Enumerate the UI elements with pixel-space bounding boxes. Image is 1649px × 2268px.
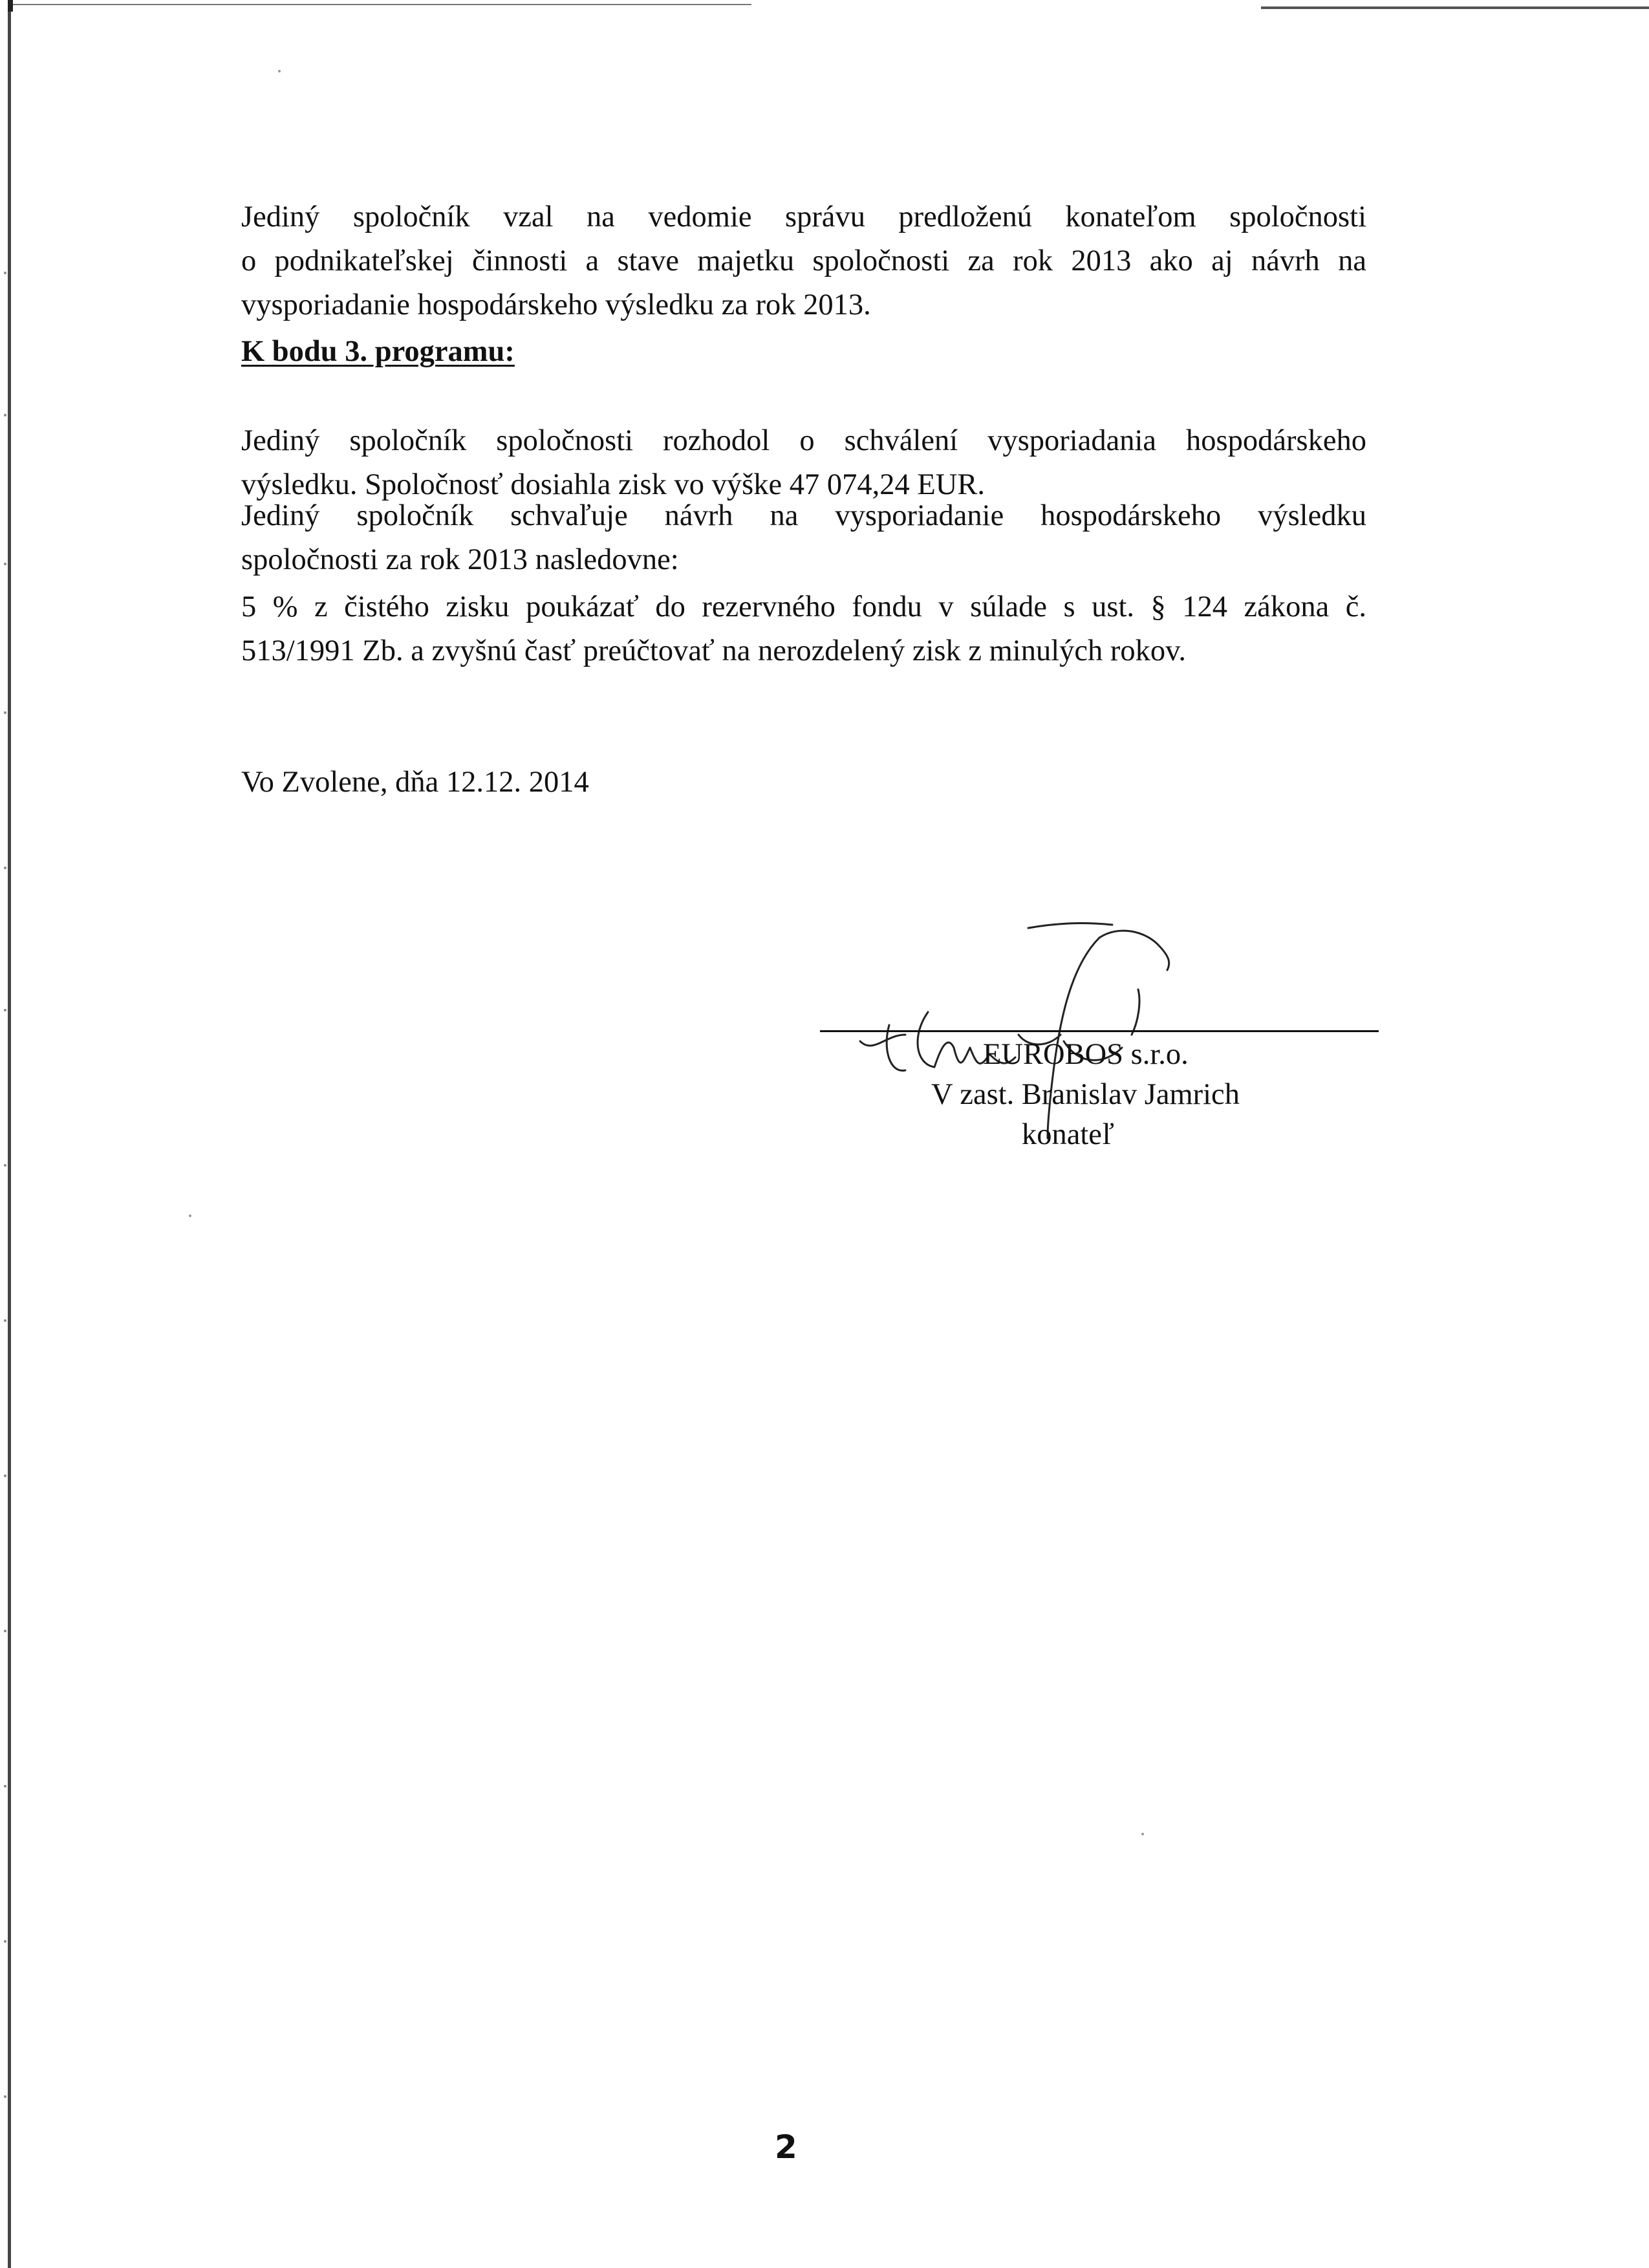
- scan-edge-dots: [0, 0, 13, 2268]
- signatory-company: EUROBOS s.r.o.: [983, 1038, 1189, 1071]
- text-line: Jediný spoločník vzal na vedomie správu predloženú konateľom spoločnosti: [241, 200, 1366, 233]
- text-line: výsledku. Spoločnosť dosiahla zisk vo výške 47 074,24 EUR.: [241, 468, 986, 501]
- scan-speck: [278, 70, 281, 72]
- paragraph-approval: [241, 494, 1366, 582]
- signature-block: [905, 1035, 1240, 1155]
- paragraph-distribution: [241, 585, 1366, 673]
- scan-border-top-right: [1261, 6, 1649, 9]
- scan-border-top: [8, 4, 751, 5]
- text-line: o podnikateľskej činnosti a stave majetku spoločnosti za rok 2013 ako aj návrh na: [241, 244, 1366, 277]
- text-line: Jediný spoločník spoločnosti rozhodol o schválení vysporiadania hospodárskeho: [241, 424, 1366, 457]
- scan-speck: [1141, 1833, 1144, 1835]
- paragraph-report-acknowledged: [241, 195, 1366, 327]
- text-line: spoločnosti za rok 2013 nasledovne:: [241, 543, 679, 576]
- heading-point-3: K bodu 3. programu:: [241, 335, 515, 368]
- signatory-role: konateľ: [1022, 1118, 1114, 1151]
- text-line: 513/1991 Zb. a zvyšnú časť preúčtovať na nerozdelený zisk z minulých rokov.: [241, 634, 1187, 667]
- scan-speck: [189, 1215, 191, 1217]
- signature-line: [820, 1030, 1379, 1032]
- signatory-representative: V zast. Branislav Jamrich: [931, 1078, 1240, 1111]
- text-line: Jediný spoločník schvaľuje návrh na vysporiadanie hospodárskeho výsledku: [241, 499, 1366, 532]
- text-line: vysporiadanie hospodárskeho výsledku za rok 2013.: [241, 288, 871, 321]
- date-and-place: Vo Zvolene, dňa 12.12. 2014: [241, 766, 589, 799]
- text-line: 5 % z čistého zisku poukázať do rezervného fondu v súlade s ust. § 124 zákona č.: [241, 590, 1366, 623]
- page-number: 2: [775, 2128, 797, 2166]
